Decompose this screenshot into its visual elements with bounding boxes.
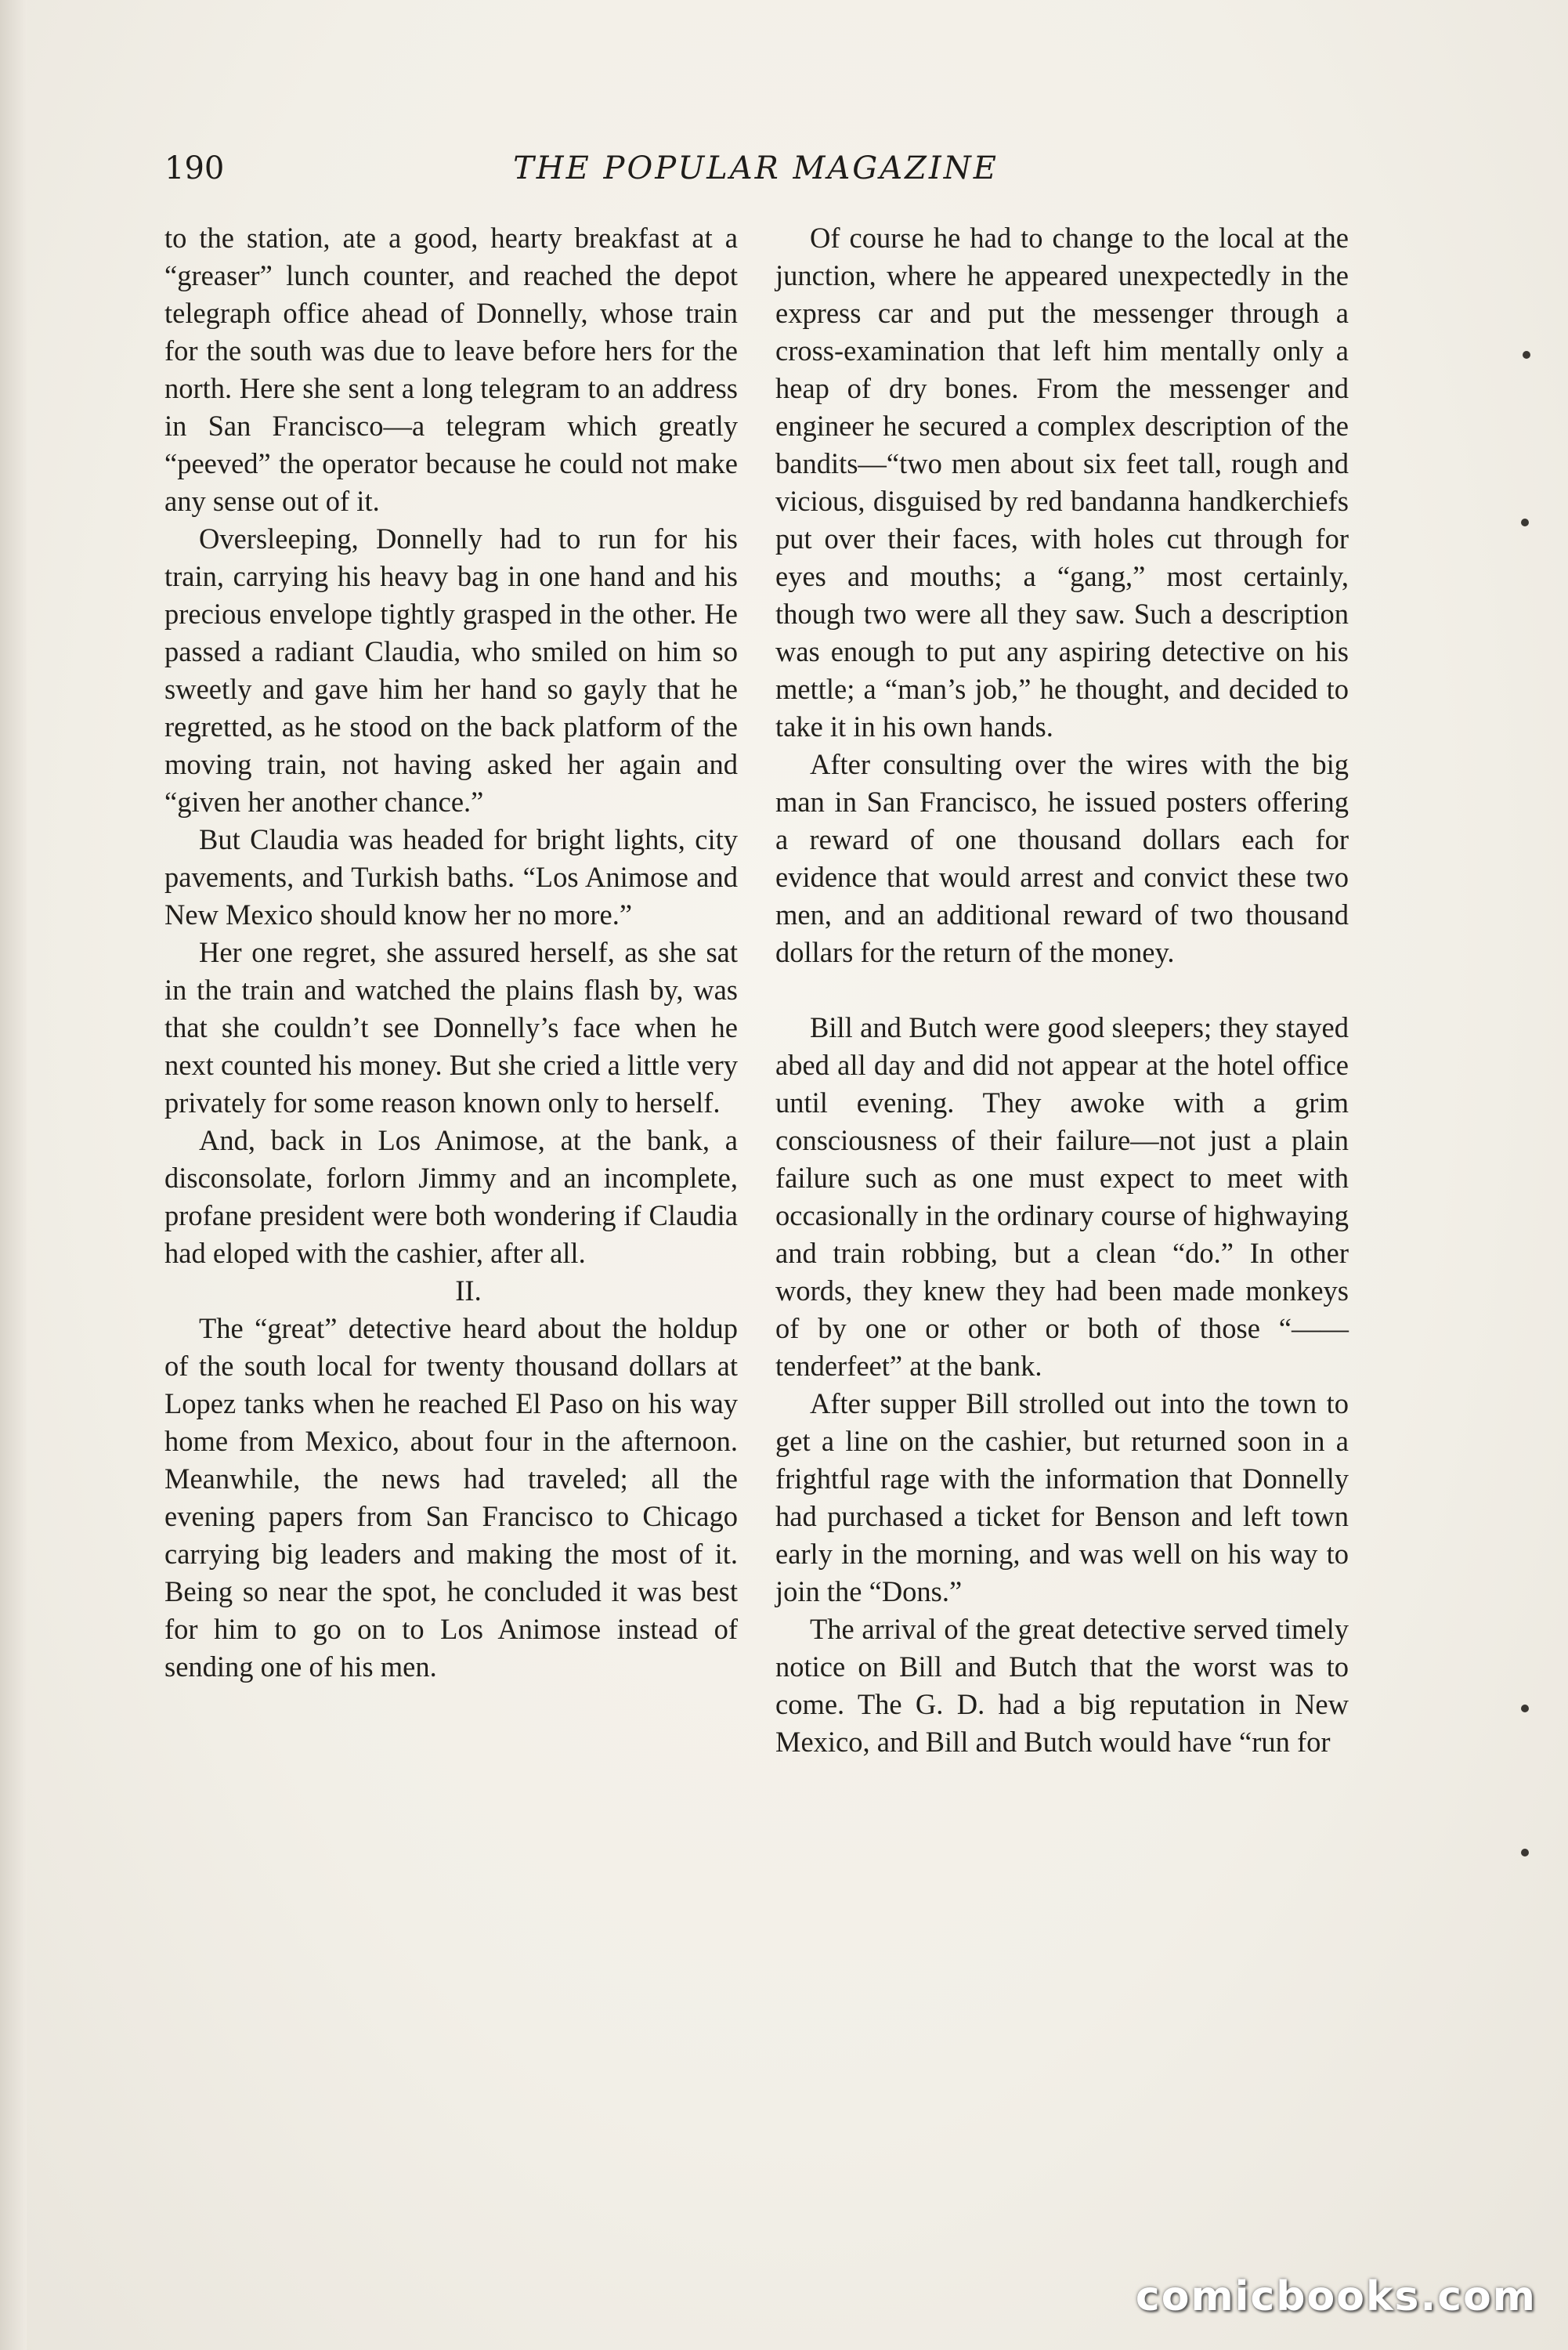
paper-speck	[1521, 1705, 1529, 1712]
paragraph: But Claudia was headed for bright lights, city pavements, and Turkish baths. “Los Animose and New Mexico should know her no more.”	[164, 823, 738, 931]
paper-speck	[1523, 351, 1530, 359]
section-break	[775, 971, 1349, 1009]
right-column	[775, 219, 1349, 1761]
paragraph: The arrival of the great detective served timely notice on Bill and Butch that the worst was to come. The G. D. had a big reputation in New Mexico, and Bill and Butch would have “run for	[775, 1613, 1349, 1758]
paper-speck	[1521, 519, 1529, 526]
running-head	[164, 150, 1347, 197]
paper-speck	[1521, 1849, 1529, 1856]
paragraph: The “great” detective heard about the holdup of the south local for twenty thousand dollars at Lopez tanks when he reached El Paso on his way home from Mexico, about four in the afternoon. Meanwhile, the news had traveled; all the evening papers from San Francisco to Chicago carrying big leaders and making the most of it. Being so near the spot, he concluded it was best for him to go on to Los Animose instead of sending one of his men.	[164, 1312, 738, 1683]
section-heading: II.	[455, 1274, 482, 1307]
paragraph: Of course he had to change to the local at the junction, where he appeared unexpectedly in the express car and put the messenger through a cross-examination that left him mentally only a heap of dry bones. From the messenger and engineer he secured a complex description of the bandits—“two men about six feet tall, rough and vicious, disguised by red bandanna handkerchiefs put over their faces, with holes cut through for eyes and mouths; a “gang,” most certainly, though two were all they saw. Such a description was enough to put any aspiring detective on his mettle; a “man’s job,” he thought, and decided to take it in his own hands.	[775, 222, 1349, 743]
paragraph: Her one regret, she assured herself, as she sat in the train and watched the plains flash by, was that she couldn’t see Donnelly’s face when he next counted his money. But she cried a little very privately for some reason known only to herself.	[164, 936, 738, 1119]
left-column	[164, 219, 738, 1686]
watermark: comicbooks.com	[1135, 2273, 1537, 2320]
page-number: 190	[164, 150, 225, 186]
paragraph: After supper Bill strolled out into the town to get a line on the cashier, but returned soon in a frightful rage with the information that Donnelly had purchased a ticket for Benson and left town early in the morning, and was well on his way to join the “Dons.”	[775, 1387, 1349, 1607]
paragraph: to the station, ate a good, hearty breakfast at a “greaser” lunch counter, and reached the depot telegraph office ahead of Donnelly, whose train for the south was due to leave before hers for the north. Here she sent a long telegram to an address in San Francisco—a telegram which greatly “peeved” the operator because he could not make any sense out of it.	[164, 222, 738, 517]
page-fold-shadow	[0, 0, 27, 2350]
magazine-title: THE POPULAR MAGAZINE	[513, 150, 999, 186]
paragraph: And, back in Los Animose, at the bank, a disconsolate, forlorn Jimmy and an incomplete, profane president were both wondering if Claudia had eloped with the cashier, after all.	[164, 1124, 738, 1269]
paragraph: Bill and Butch were good sleepers; they stayed abed all day and did not appear at the hotel office until evening. They awoke with a grim consciousness of their failure—not just a plain failure such as one must expect to meet with occasionally in the ordinary course of highwaying and train robbing, but a clean “do.” In other words, they knew they had been made monkeys of by one or other or both of those “—— tenderfeet” at the bank.	[775, 1011, 1349, 1382]
paragraph: After consulting over the wires with the big man in San Francisco, he issued posters offering a reward of one thousand dollars each for evidence that would arrest and convict these two men, and an additional reward of two thousand dollars for the return of the money.	[775, 748, 1349, 968]
paragraph: Oversleeping, Donnelly had to run for his train, carrying his heavy bag in one hand and his precious envelope tightly grasped in the other. He passed a radiant Claudia, who smiled on him so sweetly and gave him her hand so gayly that he regretted, as he stood on the back platform of the moving train, not having asked her again and “given her another chance.”	[164, 522, 738, 818]
